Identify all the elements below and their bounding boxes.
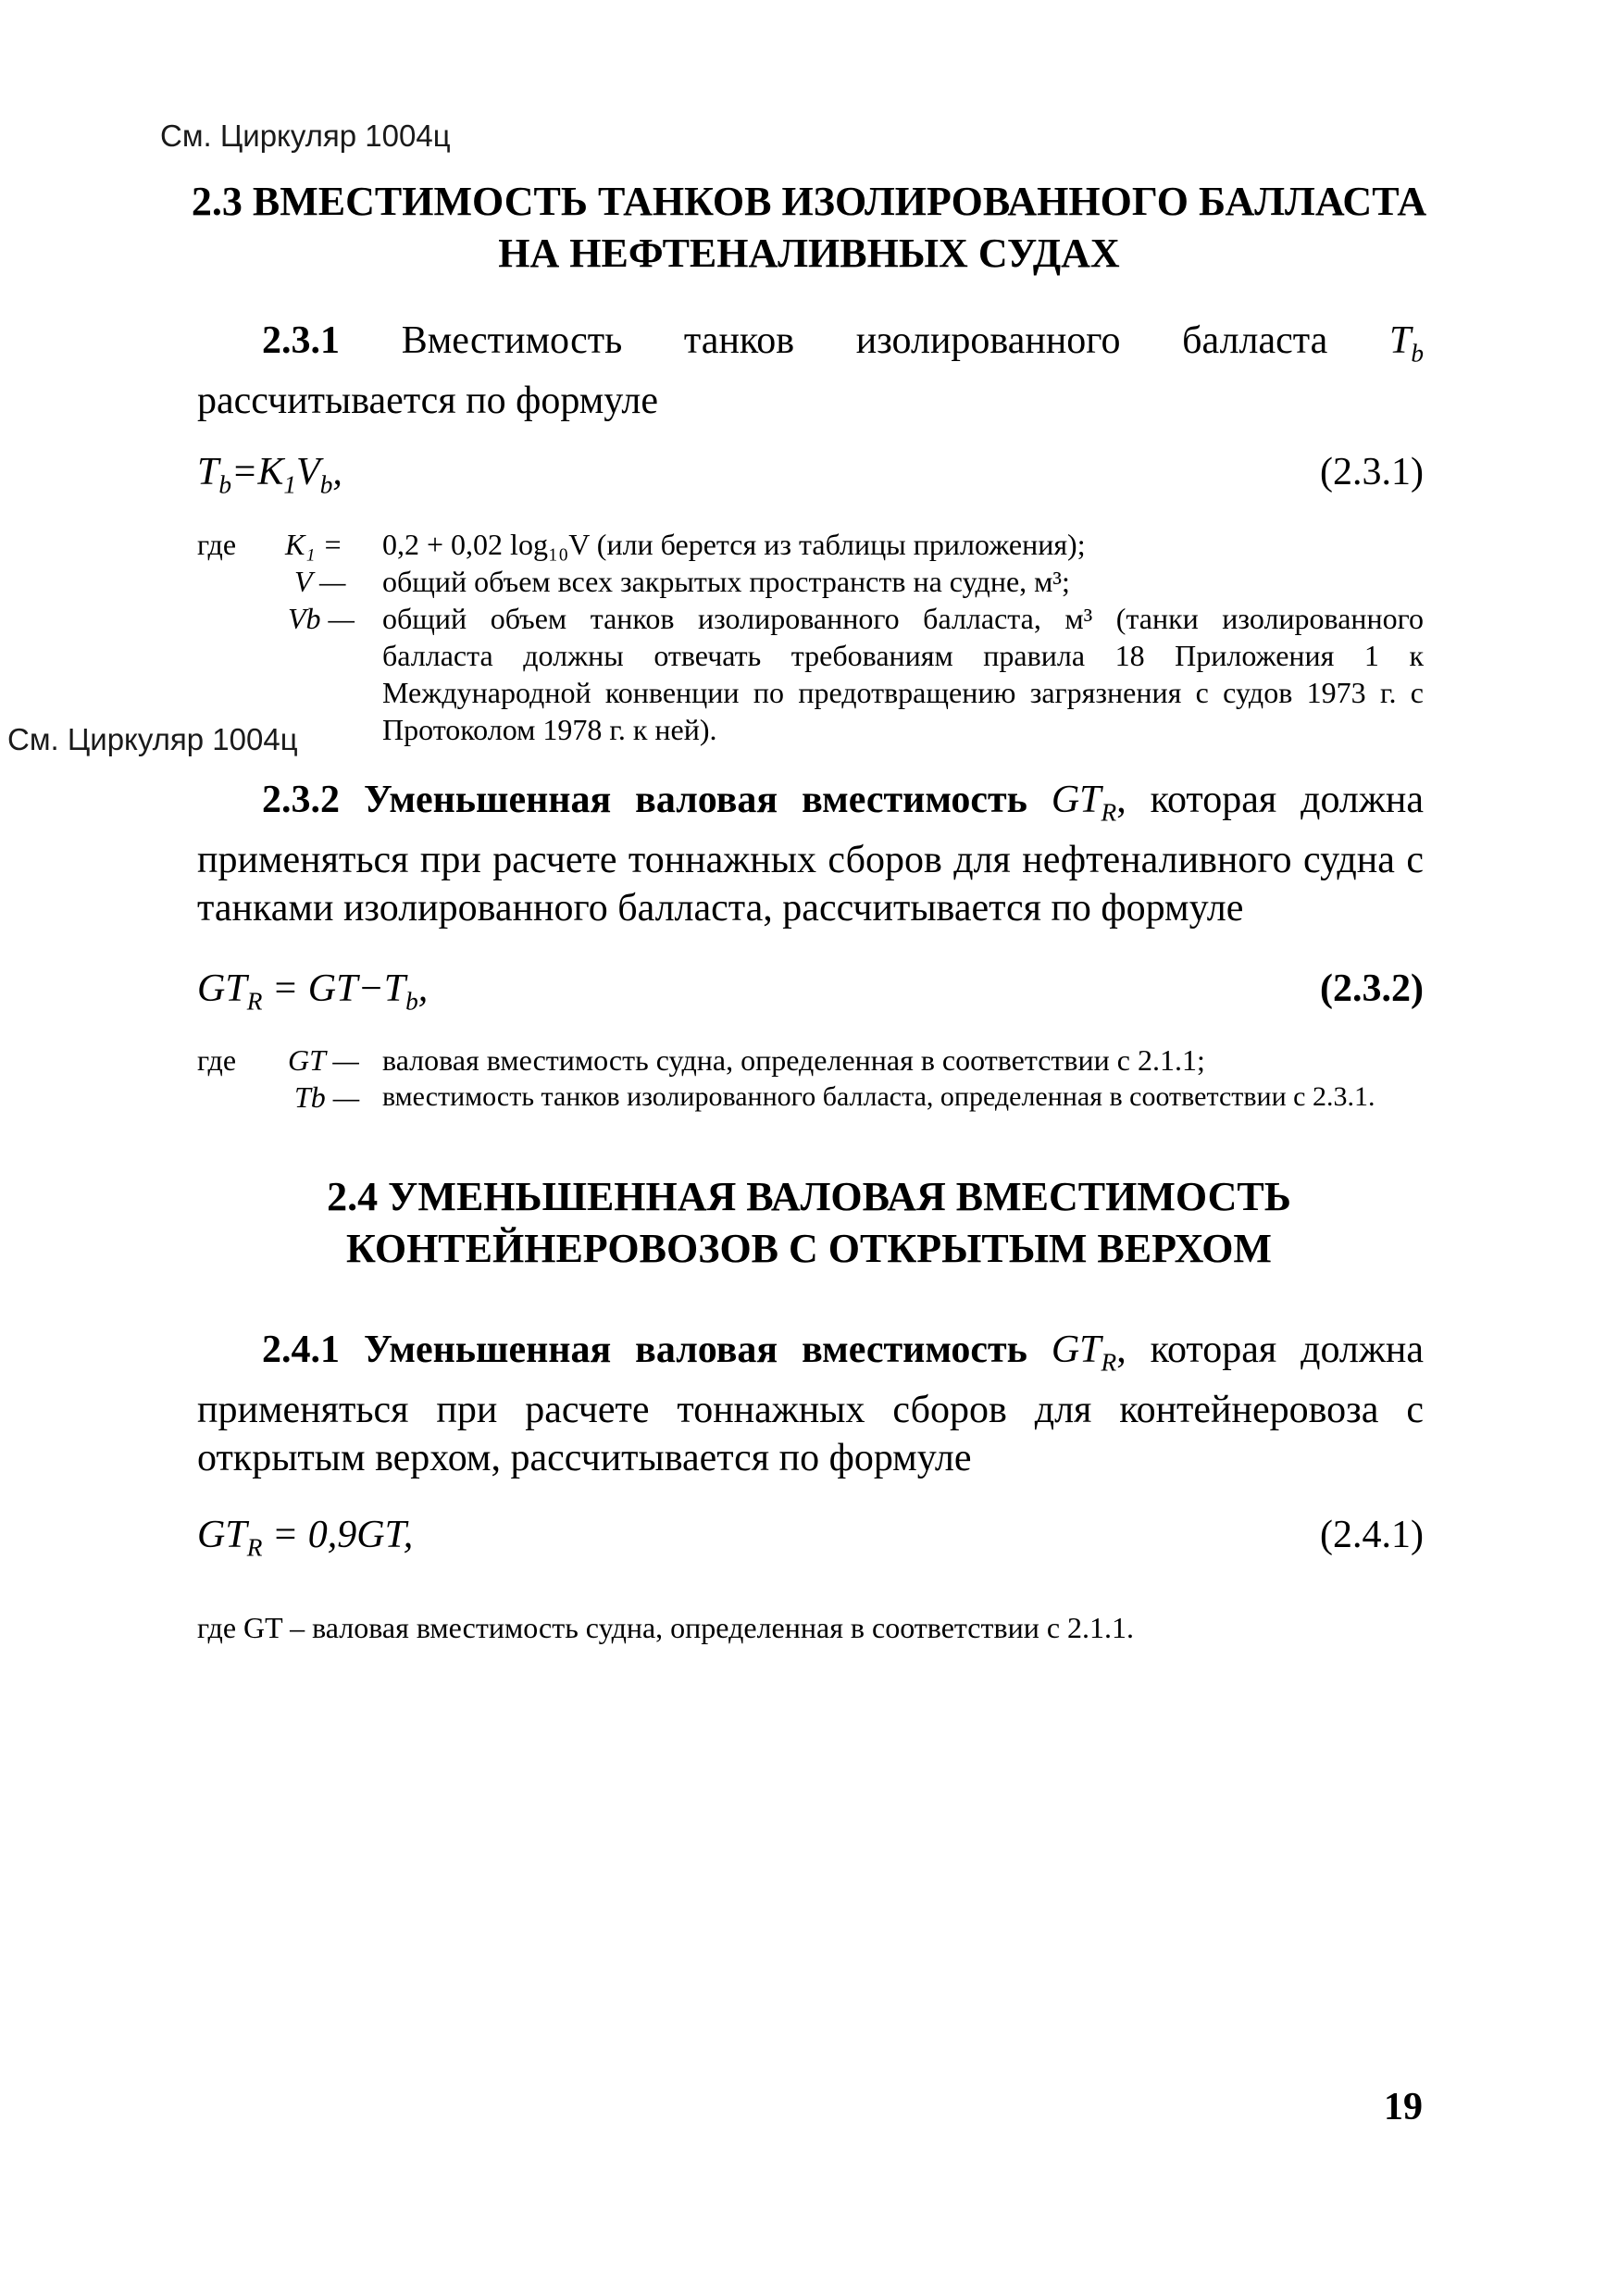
paragraph-number: 2.4.1 bbox=[262, 1329, 340, 1371]
circular-note-top: См. Циркуляр 1004ц bbox=[160, 119, 451, 153]
paragraph-2-3-1 bbox=[197, 317, 1424, 425]
paragraph-text: рассчитывается по формуле bbox=[197, 380, 659, 423]
legend-row bbox=[197, 1609, 1424, 1646]
legend-row bbox=[197, 526, 1424, 563]
math-symbol: $GT_R$ bbox=[1051, 1329, 1117, 1377]
section-2-4-title-line2: КОНТЕЙНЕРОВОЗОВ С ОТКРЫТЫМ ВЕРХОМ bbox=[346, 1226, 1272, 1271]
legend-label: где bbox=[197, 528, 237, 561]
legend-symbol: K₁ = bbox=[285, 528, 343, 561]
formula-expression: $T_b=K_1V_b$, bbox=[197, 451, 342, 499]
math-symbol: $T_b$ bbox=[1388, 319, 1424, 368]
paragraph-2-3-2 bbox=[197, 776, 1424, 932]
legend-symbol: Tb — bbox=[294, 1080, 360, 1114]
formula-2-3-2 bbox=[197, 961, 1424, 1017]
legend-text: где GT – валовая вместимость судна, определенная в соответствии с 2.1.1. bbox=[197, 1611, 1135, 1644]
legend-symbol: Vb — bbox=[288, 602, 355, 635]
section-2-3-title-line2: НА НЕФТЕНАЛИВНЫХ СУДАХ bbox=[498, 231, 1120, 276]
legend-text: общий объем всех закрытых пространств на судне, м³; bbox=[382, 565, 1070, 598]
section-2-4-title-line1: 2.4 УМЕНЬШЕННАЯ ВАЛОВАЯ ВМЕСТИМОСТЬ bbox=[327, 1174, 1291, 1219]
paragraph-number: 2.3.2 bbox=[262, 779, 340, 821]
paragraph-number: 2.3.1 bbox=[262, 319, 340, 362]
legend-row bbox=[197, 600, 1424, 748]
paragraph-text: Уменьшенная валовая вместимость bbox=[363, 779, 1027, 821]
section-2-3-heading bbox=[0, 176, 1618, 280]
formula-number: (2.4.1) bbox=[1320, 1514, 1424, 1556]
formula-2-3-1 bbox=[197, 444, 1424, 500]
formula-2-4-1 bbox=[197, 1507, 1424, 1563]
legend-label: где bbox=[197, 1043, 237, 1077]
paragraph-text: Уменьшенная валовая вместимость bbox=[363, 1329, 1027, 1371]
paragraph-2-4-1 bbox=[197, 1326, 1424, 1482]
legend-row bbox=[197, 1079, 1424, 1116]
legend-text: общий объем танков изолированного балласта, м³ (танки изолированного балласта должны отвечать требованиям правила 18 Приложения 1 к Международной конвенции по предотвращению загрязнения с судов 1973 г. с Протоколом 1978 г. к ней). bbox=[382, 602, 1424, 746]
legend-symbol: V — bbox=[294, 565, 346, 598]
legend-row bbox=[197, 1042, 1424, 1079]
formula-number: (2.3.2) bbox=[1320, 967, 1424, 1010]
legend-text: вместимость танков изолированного балласта, определенная в соответствии с 2.3.1. bbox=[382, 1081, 1375, 1112]
formula-2-3-2-legend bbox=[197, 1042, 1424, 1116]
math-symbol: $GT_R$ bbox=[1051, 779, 1117, 827]
legend-row bbox=[197, 563, 1424, 600]
formula-number: (2.3.1) bbox=[1320, 451, 1424, 493]
formula-2-4-1-legend bbox=[197, 1609, 1424, 1646]
legend-text: валовая вместимость судна, определенная в соответствии с 2.1.1; bbox=[382, 1043, 1205, 1077]
page-number: 19 bbox=[1384, 2086, 1423, 2128]
formula-2-3-1-legend bbox=[197, 526, 1424, 748]
formula-expression: $GT_R = 0,9GT$, bbox=[197, 1514, 414, 1562]
legend-text: 0,2 + 0,02 log₁₀V (или берется из таблицы приложения); bbox=[382, 528, 1086, 561]
section-2-3-title-line1: 2.3 ВМЕСТИМОСТЬ ТАНКОВ ИЗОЛИРОВАННОГО БАЛЛАСТА bbox=[191, 179, 1427, 224]
section-2-4-heading bbox=[0, 1171, 1618, 1275]
paragraph-text: Вместимость танков изолированного балласта bbox=[401, 319, 1328, 362]
formula-expression: $GT_R = GT-T_b$, bbox=[197, 967, 429, 1016]
legend-symbol: GT — bbox=[288, 1043, 359, 1077]
paragraph-text: , которая должна применяться при расчете тоннажных сборов для нефтеналивного судна с танками изолированного балласта, рассчитывается по формуле bbox=[197, 779, 1425, 930]
paragraph-text: , которая должна применяться при расчете тоннажных сборов для контейнеровоза с открытым верхом, рассчитывается по формуле bbox=[197, 1329, 1425, 1480]
circular-note-middle: См. Циркуляр 1004ц bbox=[7, 722, 298, 756]
